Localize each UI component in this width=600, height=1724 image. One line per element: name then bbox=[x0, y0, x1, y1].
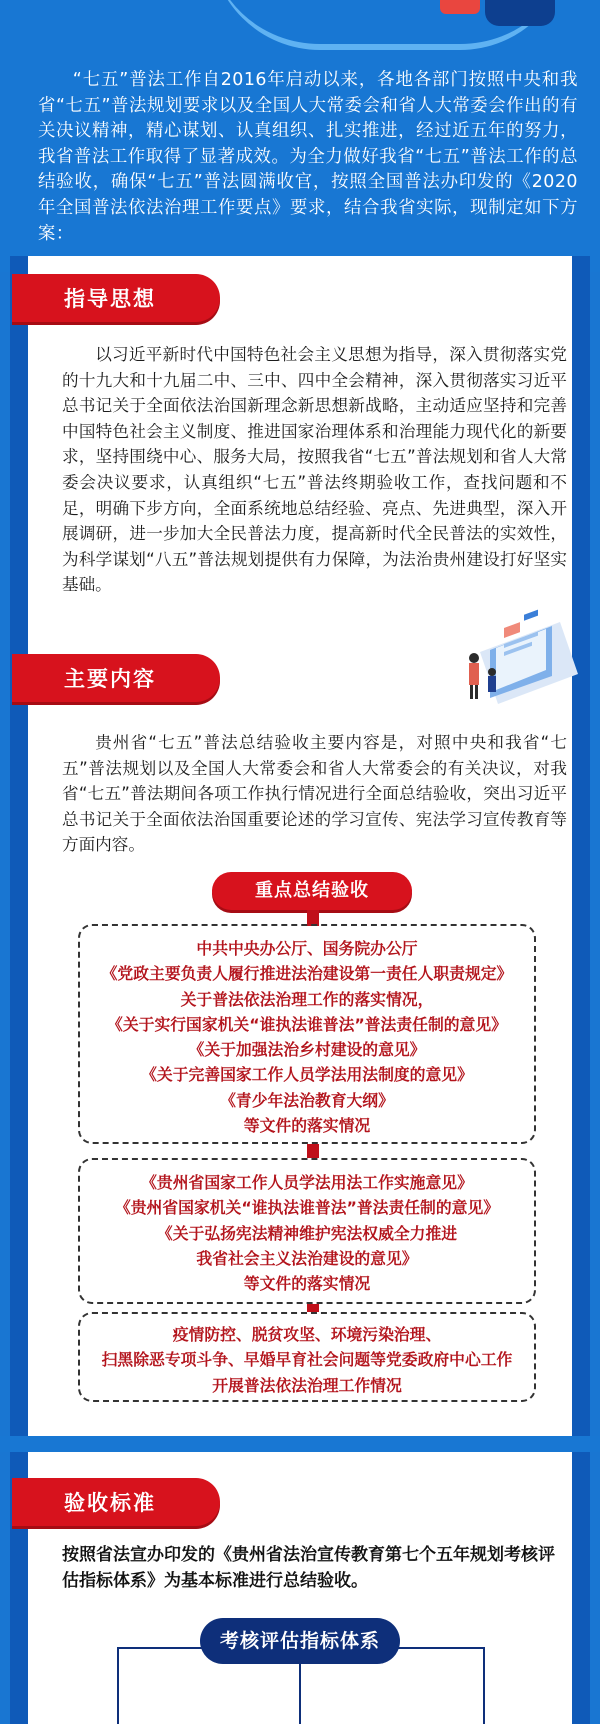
guiding-paragraph: 以习近平新时代中国特色社会主义思想为指导，深入贯彻落实党的十九大和十九届二中、三中、四中全会精神，深入贯彻落实习近平总书记关于全面依法治国新理念新思想新战略，主动适应坚持和完善中国特色社会主义制度、推进国家治理体系和治理能力现代化的新要求，坚持围绕中心、服务大局，按照我省“七五”普法规划和省人大常委会决议要求，认真组织“七五”普法终期验收工作，查找问题和不足，明确下步方向，全面系统地总结经验、亮点、先进典型，深入开展调研，进一步加大全民普法力度，提高新时代全民普法的实效性，为科学谋划“八五”普法规划提供有力保障，为法治贵州建设打好坚实基础。 bbox=[62, 345, 567, 595]
box-line: 《贵州省国家机关“谁执法谁普法”普法责任制的意见》 bbox=[114, 1198, 500, 1218]
box-line: 《党政主要负责人履行推进法治建设第一责任人职责规定》 bbox=[101, 964, 513, 984]
box-line: 《青少年法治教育大纲》 bbox=[220, 1090, 394, 1110]
divider-band bbox=[0, 1436, 600, 1452]
box-line: 等文件的落实情况 bbox=[243, 1274, 371, 1294]
box-line: 我省社会主义法治建设的意见》 bbox=[196, 1248, 418, 1268]
box-line: 《关于实行国家机关“谁执法谁普法”普法责任制的意见》 bbox=[107, 1014, 507, 1034]
box-line: 《贵州省国家工作人员学法用法工作实施意见》 bbox=[141, 1173, 473, 1192]
box-line: 《关于完善国家工作人员学法用法制度的意见》 bbox=[141, 1065, 473, 1085]
standard-paragraph: 按照省法宣办印发的《贵州省法治宣传教育第七个五年规划考核评估指标体系》为基本标准进行总结验收。 bbox=[62, 1545, 555, 1591]
header-decoration bbox=[300, 0, 600, 55]
box-line: 《关于弘扬宪法精神维护宪法权威全力推进 bbox=[156, 1223, 458, 1243]
box-line: 扫黑除恶专项斗争、早婚早育社会问题等党委政府中心工作 bbox=[101, 1350, 513, 1370]
book-stack-icon bbox=[485, 0, 555, 26]
laptop-illustration bbox=[460, 592, 580, 704]
section-tab-standard bbox=[12, 1478, 220, 1526]
eval-system-label: 考核评估指标体系 bbox=[200, 1618, 400, 1664]
intro-paragraph: “七五”普法工作自2016年启动以来，各地各部门按照中央和我省“七五”普法规划要求以及全国人大常委会和省人大常委会作出的有关决议精神，精心谋划、认真组织、扎实推进，经过近五年的努力，我省普法工作取得了显著成效。为全力做好我省“七五”普法工作的总结验收，确保“七五”普法圆满收官，按照全国普法办印发的《2020年全国普法依法治理工作要点》要求，结合我省实际，现制定如下方案： bbox=[38, 70, 578, 244]
review-box-central bbox=[78, 924, 536, 1144]
key-review-label: 重点总结验收 bbox=[212, 872, 412, 910]
box-line: 中共中央办公厅、国务院办公厅 bbox=[196, 939, 418, 958]
main-paragraph: 贵州省“七五”普法总结验收主要内容是，对照中央和我省“七五”普法规划以及全国人大常委会和省人大常委会的有关决议，对我省“七五”普法期间各项工作执行情况进行全面总结验收，突出习近平总书记关于全面依法治国重要论述的学习宣传、宪法学习宣传教育等方面内容。 bbox=[62, 733, 567, 855]
section-title-standard: 验收标准 bbox=[64, 1491, 156, 1515]
box-line: 等文件的落实情况 bbox=[243, 1116, 371, 1136]
section-tab-guiding bbox=[12, 274, 220, 322]
box-line: 《关于加强法治乡村建设的意见》 bbox=[188, 1040, 426, 1060]
section-tab-main bbox=[12, 654, 220, 702]
section-title-main: 主要内容 bbox=[64, 667, 156, 691]
box-line: 关于普法依法治理工作的落实情况， bbox=[180, 989, 434, 1009]
connector-line bbox=[307, 1304, 319, 1312]
connector-line bbox=[307, 1144, 319, 1158]
box-line: 疫情防控、脱贫攻坚、环境污染治理、 bbox=[172, 1325, 442, 1344]
section-title-guiding: 指导思想 bbox=[64, 287, 156, 311]
box-line: 开展普法依法治理工作情况 bbox=[212, 1375, 402, 1395]
review-box-provincial bbox=[78, 1158, 536, 1304]
review-box-central-work bbox=[78, 1312, 536, 1402]
book-icon bbox=[440, 0, 480, 14]
